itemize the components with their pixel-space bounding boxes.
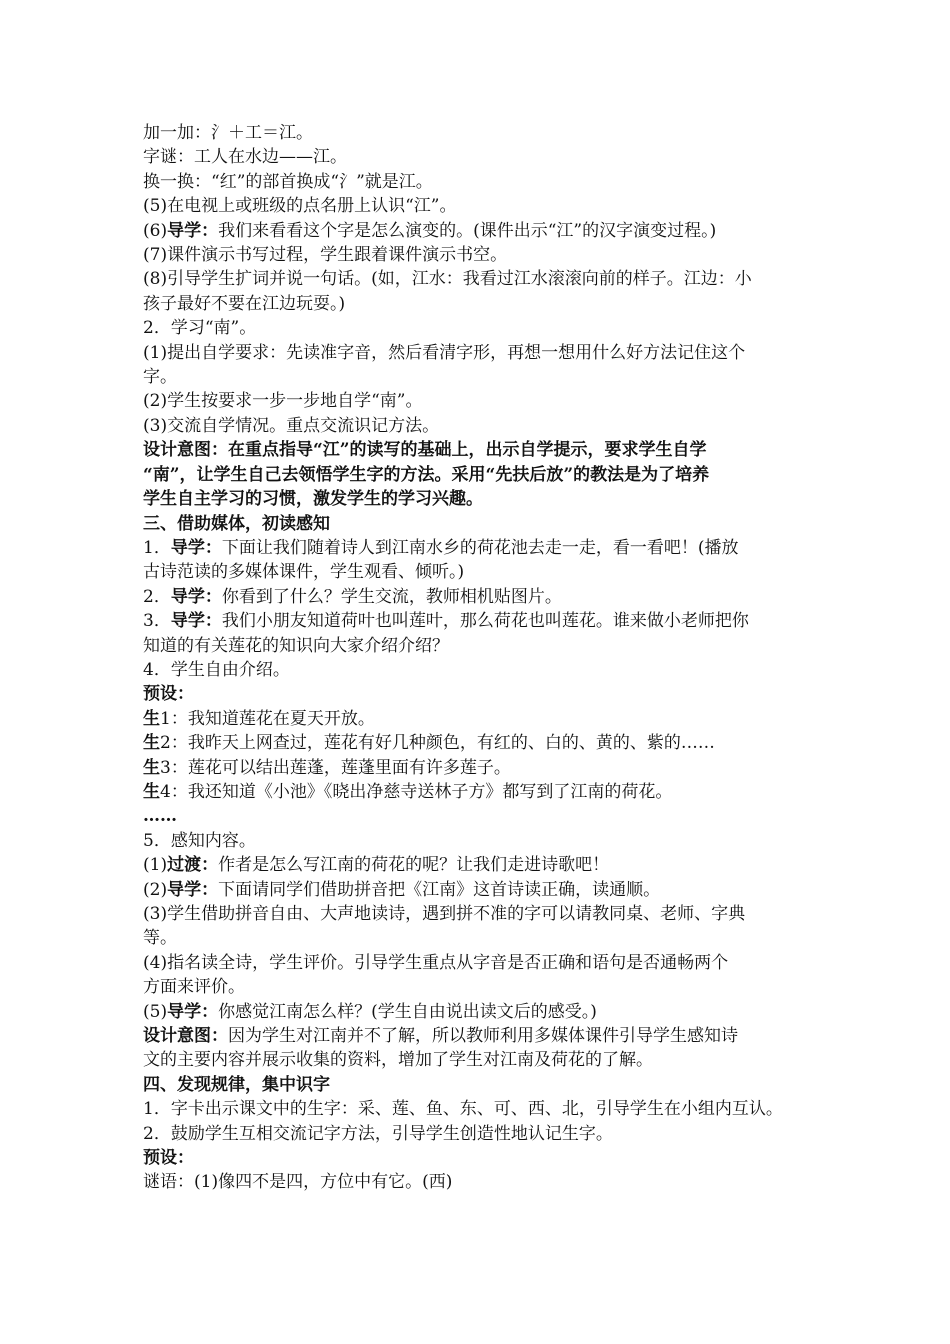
emphasis-text: “南”，让学生自己去领悟学生字的方法。采用“先扶后放”的教法是为了培养 bbox=[143, 464, 710, 485]
line-text: 你感觉江南怎么样？(学生自由说出读文后的感受。) bbox=[218, 1001, 597, 1022]
emphasis-text: …… bbox=[143, 806, 177, 827]
text-line bbox=[143, 389, 813, 413]
line-prefix: (1) bbox=[143, 855, 168, 876]
line-text: 3：莲花可以结出莲蓬，莲蓬里面有许多莲子。 bbox=[160, 757, 511, 778]
line-prefix: 1． bbox=[143, 537, 171, 558]
text-line bbox=[143, 1170, 813, 1194]
text-line bbox=[143, 316, 813, 340]
line-text: 下面让我们随着诗人到江南水乡的荷花池去走一走，看一看吧！(播放 bbox=[221, 537, 739, 558]
heading-text: 四、发现规律，集中识字 bbox=[143, 1074, 330, 1095]
section-heading bbox=[143, 682, 813, 706]
line-prefix: 3． bbox=[143, 611, 171, 632]
line-text: 1：我知道莲花在夏天开放。 bbox=[160, 708, 375, 729]
text-line bbox=[143, 975, 813, 999]
line-prefix: (6) bbox=[143, 220, 168, 241]
line-text: 字。 bbox=[143, 367, 177, 388]
line-text: 孩子最好不要在江边玩耍。) bbox=[143, 293, 346, 314]
bold-label: 设计意图： bbox=[143, 1026, 228, 1047]
text-line bbox=[143, 487, 813, 511]
text-line bbox=[143, 829, 813, 853]
text-line bbox=[143, 658, 813, 682]
line-text: 4．学生自由介绍。 bbox=[143, 659, 290, 680]
text-line bbox=[143, 731, 813, 755]
document-page bbox=[143, 121, 813, 1195]
line-text: (3)交流自学情况。重点交流识记方法。 bbox=[143, 415, 440, 436]
bold-label: 导学： bbox=[170, 537, 222, 558]
text-line bbox=[143, 853, 813, 877]
bold-label: 生 bbox=[143, 733, 160, 754]
line-text: 古诗范读的多媒体课件，学生观看、倾听。) bbox=[143, 562, 465, 583]
line-text: (4)指名读全诗，学生评价。引导学生重点从字音是否正确和语句是否通畅两个 bbox=[143, 952, 729, 973]
line-text: 2．鼓励学生互相交流记字方法，引导学生创造性地认记生字。 bbox=[143, 1123, 613, 1144]
line-text: 我们来看看这个字是怎么演变的。(课件出示“江”的汉字演变过程。) bbox=[218, 220, 717, 241]
text-line bbox=[143, 341, 813, 365]
line-prefix: (2) bbox=[143, 879, 168, 900]
bold-label: 过渡： bbox=[167, 855, 219, 876]
line-text: 知道的有关莲花的知识向大家介绍介绍？ bbox=[143, 635, 449, 656]
section-heading bbox=[143, 1146, 813, 1170]
emphasis-text: 设计意图：在重点指导“江”的读写的基础上，出示自学提示，要求学生自学 bbox=[143, 440, 707, 461]
line-text: 作者是怎么写江南的荷花的呢？让我们走进诗歌吧！ bbox=[218, 855, 610, 876]
text-line bbox=[143, 1048, 813, 1072]
text-line bbox=[143, 121, 813, 145]
text-line bbox=[143, 243, 813, 267]
heading-text: 三、借助媒体，初读感知 bbox=[143, 513, 330, 534]
section-heading bbox=[143, 1073, 813, 1097]
text-line bbox=[143, 926, 813, 950]
line-text: 1．字卡出示课文中的生字：采、莲、鱼、东、可、西、北，引导学生在小组内互认。 bbox=[143, 1099, 783, 1120]
line-text: 5．感知内容。 bbox=[143, 830, 256, 851]
line-text: (7)课件演示书写过程，学生跟着课件演示书空。 bbox=[143, 245, 508, 266]
text-line bbox=[143, 365, 813, 389]
text-line bbox=[143, 145, 813, 169]
bold-label: 导学： bbox=[170, 586, 222, 607]
text-line bbox=[143, 267, 813, 291]
text-line bbox=[143, 1024, 813, 1048]
heading-text: 预设： bbox=[143, 684, 194, 705]
bold-label: 导学： bbox=[170, 611, 222, 632]
bold-label: 生 bbox=[143, 757, 160, 778]
bold-label: 导学： bbox=[167, 1001, 219, 1022]
line-text: 4：我还知道《小池》《晓出净慈寺送林子方》都写到了江南的荷花。 bbox=[160, 781, 673, 802]
line-text: 2：我昨天上网查过，莲花有好几种颜色，有红的、白的、黄的、紫的…… bbox=[160, 733, 715, 754]
text-line bbox=[143, 878, 813, 902]
line-text: (3)学生借助拼音自由、大声地读诗，遇到拼不准的字可以请教同桌、老师、字典 bbox=[143, 904, 746, 924]
line-text: 等。 bbox=[143, 928, 177, 949]
text-line bbox=[143, 951, 813, 975]
text-line bbox=[143, 463, 813, 487]
text-line bbox=[143, 780, 813, 804]
bold-label: 生 bbox=[143, 708, 160, 729]
bold-label: 导学： bbox=[167, 879, 219, 900]
bold-label: 导学： bbox=[167, 220, 219, 241]
text-line bbox=[143, 902, 813, 926]
text-line bbox=[143, 438, 813, 462]
line-text: 下面请同学们借助拼音把《江南》这首诗读正确，读通顺。 bbox=[218, 879, 661, 900]
line-text: 你看到了什么？学生交流，教师相机贴图片。 bbox=[221, 586, 562, 607]
line-prefix: 2． bbox=[143, 586, 171, 607]
line-text: 我们小朋友知道荷叶也叫莲叶，那么荷花也叫莲花。谁来做小老师把你 bbox=[221, 611, 749, 632]
line-text: 文的主要内容并展示收集的资料，增加了学生对江南及荷花的了解。 bbox=[143, 1050, 653, 1071]
text-line bbox=[143, 194, 813, 218]
heading-text: 预设： bbox=[143, 1148, 194, 1169]
bold-label: 生 bbox=[143, 781, 160, 802]
line-text: 因为学生对江南并不了解，所以教师利用多媒体课件引导学生感知诗 bbox=[228, 1026, 738, 1047]
text-line bbox=[143, 707, 813, 731]
line-text: 加一加：氵＋工＝江。 bbox=[143, 123, 313, 143]
text-line bbox=[143, 414, 813, 438]
text-line bbox=[143, 170, 813, 194]
line-prefix: (5) bbox=[143, 1001, 168, 1022]
line-text: (5)在电视上或班级的点名册上认识“江”。 bbox=[143, 196, 457, 217]
line-text: (1)提出自学要求：先读准字音，然后看清字形，再想一想用什么好方法记住这个 bbox=[143, 342, 746, 363]
text-line bbox=[143, 536, 813, 560]
text-line bbox=[143, 292, 813, 316]
line-text: 2．学习“南”。 bbox=[143, 318, 257, 339]
line-text: (2)学生按要求一步一步地自学“南”。 bbox=[143, 391, 423, 412]
text-line bbox=[143, 560, 813, 584]
emphasis-text: 学生自主学习的习惯，激发学生的学习兴趣。 bbox=[143, 489, 483, 510]
text-line bbox=[143, 1122, 813, 1146]
section-heading bbox=[143, 512, 813, 536]
text-line bbox=[143, 1000, 813, 1024]
line-text: (8)引导学生扩词并说一句话。(如，江水：我看过江水滚滚向前的样子。江边：小 bbox=[143, 269, 752, 290]
text-line bbox=[143, 1097, 813, 1121]
line-text: 谜语：(1)像四不是四，方位中有它。(西) bbox=[143, 1172, 453, 1193]
text-line bbox=[143, 804, 813, 828]
line-text: 方面来评价。 bbox=[143, 977, 245, 998]
text-line bbox=[143, 756, 813, 780]
text-line bbox=[143, 609, 813, 633]
line-text: 字谜：工人在水边——江。 bbox=[143, 147, 347, 168]
text-line bbox=[143, 219, 813, 243]
text-line bbox=[143, 585, 813, 609]
line-text: 换一换：“红”的部首换成“氵”就是江。 bbox=[143, 171, 433, 192]
text-line bbox=[143, 634, 813, 658]
